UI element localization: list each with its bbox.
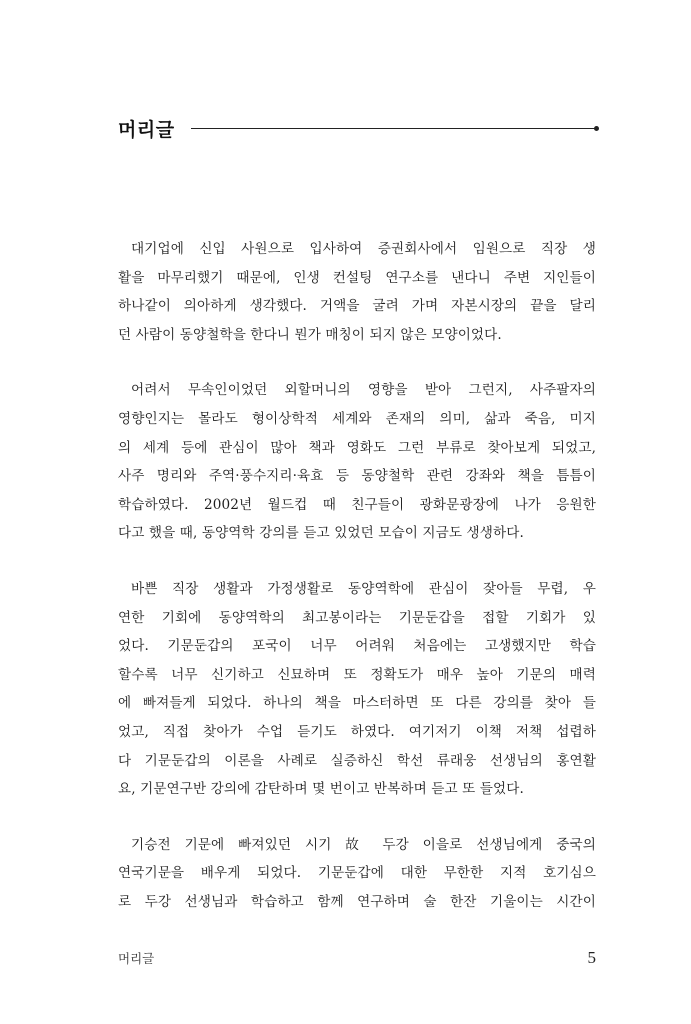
- text-line: 어려서 무속인이었던 외할머니의 영향을 받아 그런지, 사주팔자의: [131, 382, 596, 399]
- chapter-header: [118, 112, 596, 144]
- page-number: 5: [587, 948, 596, 967]
- paragraph-3: [118, 575, 596, 804]
- body-text: [118, 235, 596, 943]
- text-line: 요, 기문연구반 강의에 감탄하며 몇 번이고 반복하며 듣고 또 들었다.: [118, 781, 524, 798]
- text-line: 었고, 직접 찾아가 수업 듣기도 하였다. 여기저기 이책 저책 섭렵하: [118, 723, 596, 740]
- text-line: 학습하였다. 2002년 월드컵 때 친구들이 광화문광장에 나가 응원한: [118, 496, 596, 513]
- rule-end-dot-icon: [594, 126, 599, 131]
- text-line: 다 기문둔갑의 이론을 사례로 실증하신 학선 류래웅 선생님의 홍연활: [118, 752, 596, 769]
- text-line: 다고 했을 때, 동양역학 강의를 듣고 있었던 모습이 지금도 생생하다.: [118, 525, 524, 542]
- paragraph-2: [118, 376, 596, 548]
- chapter-title: 머리글: [118, 118, 175, 141]
- page-footer: [118, 948, 596, 968]
- text-line: 할수록 너무 신기하고 신묘하며 또 정확도가 매우 높아 기문의 매력: [118, 666, 596, 683]
- text-line: 활을 마무리했기 때문에, 인생 컨설팅 연구소를 낸다니 주변 지인들이: [118, 269, 596, 286]
- header-rule: [191, 128, 596, 129]
- text-line: 하나같이 의아하게 생각했다. 거액을 굴려 가며 자본시장의 끝을 달리: [118, 298, 596, 315]
- text-line: 연국기문을 배우게 되었다. 기문둔갑에 대한 무한한 지적 호기심으: [118, 865, 596, 882]
- text-line: 에 빠져들게 되었다. 하나의 책을 마스터하면 또 다른 강의를 찾아 들: [118, 695, 596, 712]
- text-line: 던 사람이 동양철학을 한다니 뭔가 매칭이 되지 않은 모양이었다.: [118, 326, 502, 343]
- text-line: 사주 명리와 주역·풍수지리·육효 등 동양철학 관련 강좌와 책을 틈틈이: [118, 468, 596, 485]
- text-line: 대기업에 신입 사원으로 입사하여 증권회사에서 임원으로 직장 생: [131, 241, 596, 257]
- text-line: 의 세계 등에 관심이 많아 책과 영화도 그런 부류로 찾아보게 되었고,: [118, 439, 596, 456]
- text-line: 기승전 기문에 빠져있던 시기 故 두강 이을로 선생님에게 중국의: [131, 836, 596, 853]
- text-line: 영향인지는 몰라도 형이상학적 세계와 존재의 의미, 삶과 죽음, 미지: [118, 410, 596, 427]
- text-line: 연한 기회에 동양역학의 최고봉이라는 기문둔갑을 접할 기회가 있: [118, 609, 596, 626]
- paragraph-4: [118, 831, 596, 917]
- paragraph-1: [118, 235, 596, 349]
- text-line: 바쁜 직장 생활과 가정생활로 동양역학에 관심이 잦아들 무렵, 우: [131, 580, 596, 597]
- running-title: 머리글: [118, 951, 155, 966]
- text-line: 로 두강 선생님과 학습하고 함께 연구하며 술 한잔 기울이는 시간이: [118, 893, 596, 910]
- text-line: 었다. 기문둔갑의 포국이 너무 어려워 처음에는 고생했지만 학습: [118, 638, 596, 655]
